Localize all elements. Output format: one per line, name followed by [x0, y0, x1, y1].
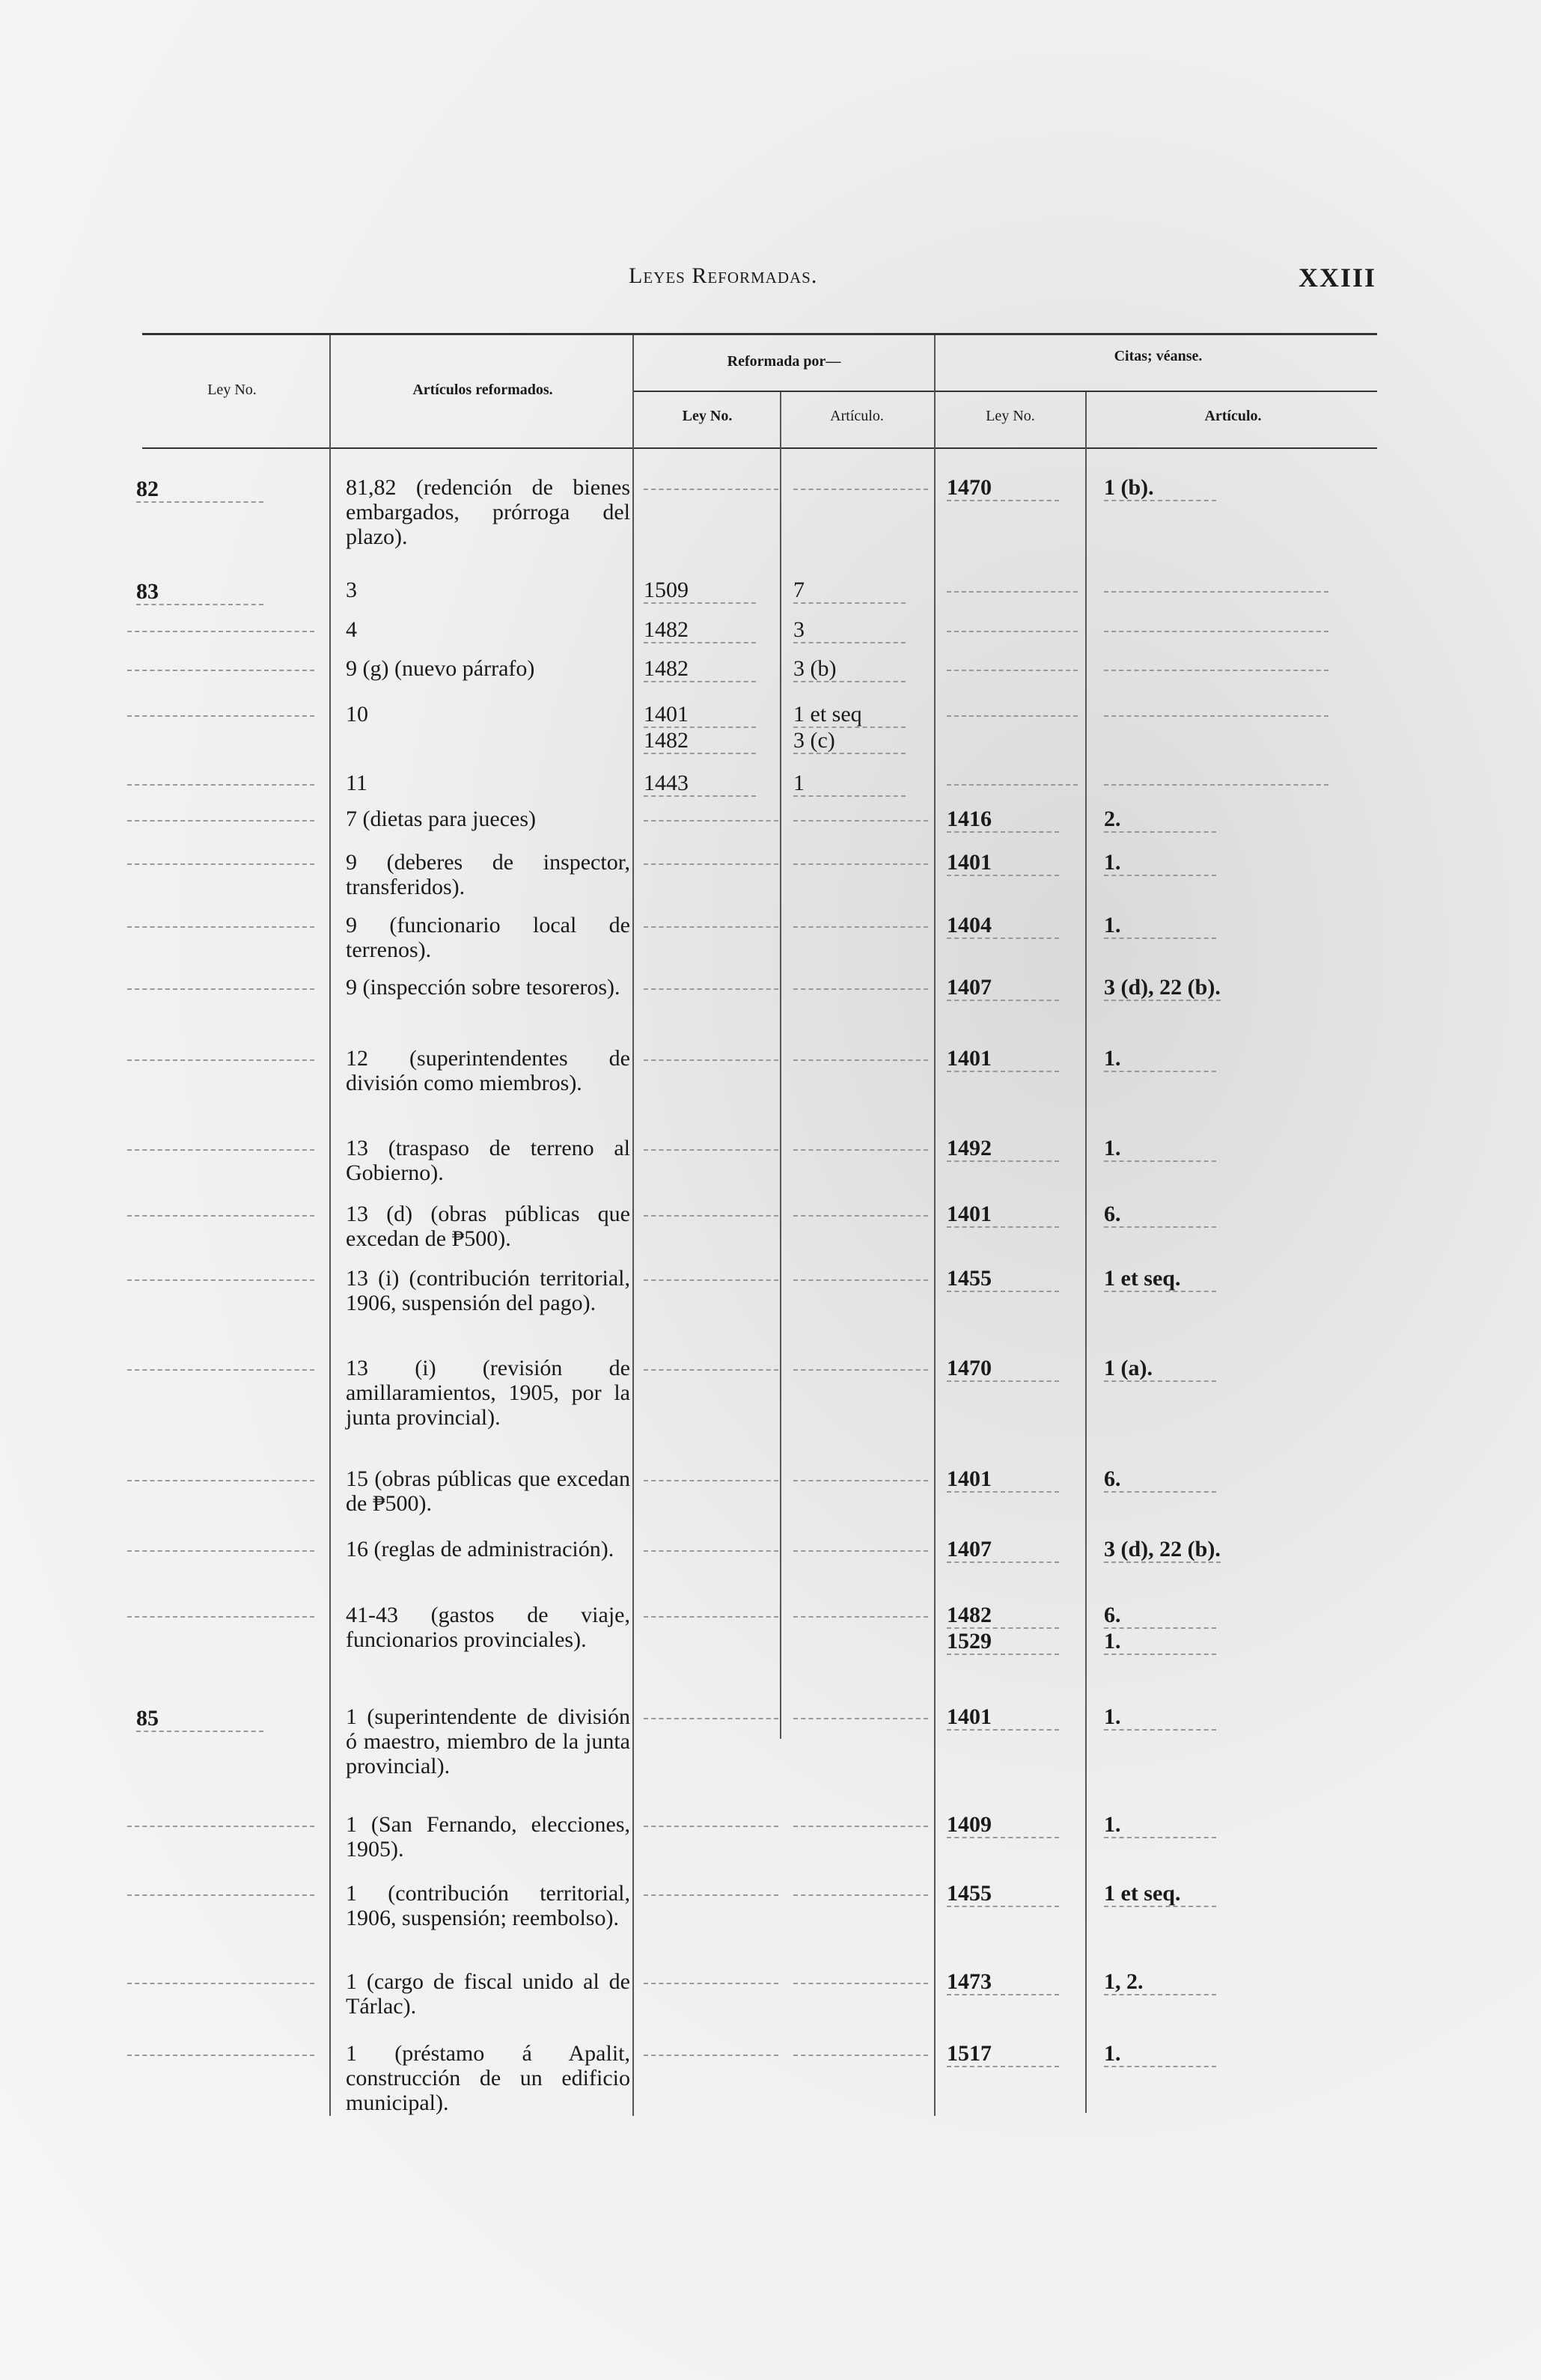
citas-ley-cell [947, 807, 1078, 833]
header-ley-no: Ley No. [207, 382, 257, 398]
col-divider-3 [780, 392, 781, 1739]
articulos-cell-line: 1 (cargo de fiscal unido al de Tárlac). [346, 1969, 630, 2019]
reformada-articulo-cell-empty-leader [793, 1356, 928, 1371]
citas-articulo-cell [1104, 656, 1328, 671]
citas-ley-cell [947, 2041, 1078, 2067]
ley-number-cell-empty-leader [127, 807, 314, 822]
reformada-ley-cell [644, 656, 778, 682]
reformada-ley-cell [644, 1046, 778, 1061]
articulos-cell-line: 4 [346, 617, 357, 642]
reformada-articulo-cell [793, 1046, 928, 1061]
ley-number-cell [127, 578, 314, 605]
citas-ley-cell [947, 1603, 1078, 1655]
running-title: Leyes Reformadas. [629, 263, 818, 288]
ley-number-cell-empty-leader [127, 913, 314, 928]
ley-number-cell-empty-leader [127, 1603, 314, 1618]
reformada-articulo-cell [793, 1466, 928, 1481]
reformada-articulo-cell-line: 3 (b) [793, 656, 906, 682]
articulos-cell [346, 771, 630, 795]
reformada-ley-cell [644, 578, 778, 604]
reformada-ley-cell-line: 1482 [644, 617, 756, 643]
citas-ley-cell-line: 1473 [947, 1969, 1059, 1995]
reformada-articulo-cell-empty-leader [793, 1046, 928, 1061]
articulos-cell [346, 1881, 630, 1930]
subheader-ley-no-citas: Ley No. [986, 408, 1035, 424]
ley-number-cell-empty-leader [127, 1537, 314, 1552]
citas-articulo-cell [1104, 1812, 1328, 1838]
ley-number-cell-empty-leader [127, 2041, 314, 2056]
articulos-cell [346, 1046, 630, 1095]
col-divider-4 [934, 335, 936, 2116]
citas-articulo-cell [1104, 702, 1328, 717]
reformada-articulo-cell-empty-leader [793, 1969, 928, 1984]
articulos-cell [346, 1356, 630, 1430]
citas-articulo-cell [1104, 1603, 1328, 1655]
articulos-cell-line: 9 (funcionario local de terrenos). [346, 913, 630, 962]
citas-articulo-cell [1104, 2041, 1328, 2067]
reformada-ley-cell-empty-leader [644, 1356, 778, 1371]
reformada-articulo-cell-line: 1 et seq [793, 702, 906, 728]
citas-ley-cell-line: 1517 [947, 2041, 1059, 2067]
reformada-ley-cell-line: 1509 [644, 578, 756, 604]
reformada-articulo-cell-empty-leader [793, 1266, 928, 1281]
citas-ley-cell [947, 702, 1078, 717]
citas-ley-cell-line: 1416 [947, 807, 1059, 833]
citas-articulo-cell-line: 6. [1104, 1202, 1216, 1228]
articulos-cell-line: 41-43 (gastos de viaje, funcionarios provinciales). [346, 1603, 630, 1652]
ley-number-cell-empty-leader [127, 1136, 314, 1151]
reformada-ley-cell [644, 771, 778, 797]
reformada-articulo-cell-empty-leader [793, 1881, 928, 1896]
citas-articulo-cell [1104, 475, 1328, 501]
reformada-ley-cell [644, 1266, 778, 1281]
ley-number-cell [127, 656, 314, 671]
articulos-cell [346, 913, 630, 962]
col-divider-2 [632, 335, 634, 2116]
reformada-ley-cell-empty-leader [644, 913, 778, 928]
citas-ley-cell-line: 1455 [947, 1881, 1059, 1907]
citas-articulo-cell-line: 3 (d), 22 (b). [1104, 975, 1221, 1000]
citas-articulo-cell-line: 6. [1104, 1603, 1216, 1629]
articulos-cell-line: 9 (inspección sobre tesoreros). [346, 975, 620, 1000]
articulos-cell-line: 1 (contribución territorial, 1906, suspensión; reembolso). [346, 1881, 630, 1930]
citas-ley-cell-empty-leader [947, 702, 1078, 717]
top-rule [142, 333, 1377, 335]
reformada-articulo-cell-empty-leader [793, 2041, 928, 2056]
reformada-articulo-cell [793, 975, 928, 990]
reformada-articulo-cell [793, 1202, 928, 1217]
reformada-ley-cell [644, 475, 778, 490]
ley-number-cell-empty-leader [127, 1969, 314, 1984]
articulos-cell-line: 10 [346, 702, 368, 726]
citas-ley-cell-line: 1492 [947, 1136, 1059, 1162]
citas-articulo-cell-line: 1. [1104, 1629, 1216, 1655]
articulos-cell [346, 1266, 630, 1315]
reformada-articulo-cell [793, 617, 928, 643]
ley-number-cell-empty-leader [127, 656, 314, 671]
citas-articulo-cell-empty-leader [1104, 578, 1328, 593]
ley-number-cell [127, 1812, 314, 1827]
ley-number-cell [127, 1704, 314, 1732]
page-number: XXIII [1299, 263, 1377, 293]
ley-number-cell [127, 1603, 314, 1618]
reformada-articulo-cell-line: 1 [793, 771, 906, 797]
citas-ley-cell-line: 1401 [947, 1466, 1059, 1493]
col-divider-5 [1085, 392, 1087, 2113]
citas-ley-cell-line: 1401 [947, 1046, 1059, 1072]
ley-number-cell [127, 475, 314, 503]
ley-number-cell [127, 1881, 314, 1896]
subheader-rule [632, 391, 1377, 392]
citas-articulo-cell [1104, 1356, 1328, 1382]
reformada-ley-cell-empty-leader [644, 1881, 778, 1896]
citas-ley-cell [947, 1812, 1078, 1838]
citas-ley-cell [947, 1537, 1078, 1563]
reformada-articulo-cell [793, 913, 928, 928]
citas-articulo-cell-line: 3 (d), 22 (b). [1104, 1537, 1221, 1561]
articulos-cell [346, 2041, 630, 2115]
citas-ley-cell [947, 913, 1078, 939]
citas-ley-cell-line: 1401 [947, 850, 1059, 876]
ley-number-cell [127, 1202, 314, 1217]
header-bottom-rule [142, 447, 1377, 449]
citas-articulo-cell [1104, 850, 1328, 876]
ley-number-cell-line: 82 [136, 477, 263, 503]
reformada-ley-cell [644, 1704, 778, 1719]
reformada-articulo-cell-empty-leader [793, 1704, 928, 1719]
ley-number-cell [127, 1537, 314, 1552]
citas-articulo-cell [1104, 1046, 1328, 1072]
ley-number-cell-line: 83 [136, 579, 263, 605]
articulos-cell [346, 1466, 630, 1516]
reformada-articulo-cell [793, 656, 928, 682]
citas-articulo-cell [1104, 1537, 1328, 1563]
reformada-articulo-cell-empty-leader [793, 1202, 928, 1217]
reformada-ley-cell [644, 702, 778, 754]
articulos-cell-line: 13 (d) (obras públicas que excedan de ₱500). [346, 1202, 630, 1251]
articulos-cell [346, 475, 630, 549]
reformada-articulo-cell [793, 771, 928, 797]
citas-ley-cell-line: 1529 [947, 1629, 1059, 1655]
citas-articulo-cell-line: 1. [1104, 1136, 1216, 1162]
articulos-cell-line: 11 [346, 771, 367, 795]
reformada-ley-cell-line: 1482 [644, 656, 756, 682]
citas-articulo-cell [1104, 771, 1328, 786]
reformada-ley-cell [644, 1466, 778, 1481]
articulos-cell [346, 1202, 630, 1251]
citas-ley-cell-line: 1482 [947, 1603, 1059, 1629]
reformada-ley-cell [644, 1537, 778, 1552]
citas-ley-cell-line: 1404 [947, 913, 1059, 939]
citas-ley-cell [947, 1136, 1078, 1162]
citas-ley-cell [947, 656, 1078, 671]
reformada-articulo-cell-line: 7 [793, 578, 906, 604]
reformada-ley-cell-empty-leader [644, 1704, 778, 1719]
ley-number-cell-empty-leader [127, 1266, 314, 1281]
reformada-ley-cell-line: 1482 [644, 728, 756, 754]
reformada-ley-cell-empty-leader [644, 850, 778, 865]
citas-articulo-cell [1104, 807, 1328, 833]
reformada-articulo-cell [793, 1136, 928, 1151]
reformada-ley-cell [644, 1356, 778, 1371]
citas-ley-cell-line: 1455 [947, 1266, 1059, 1292]
citas-ley-cell [947, 475, 1078, 501]
citas-ley-cell [947, 771, 1078, 786]
citas-ley-cell [947, 1969, 1078, 1995]
citas-ley-cell [947, 578, 1078, 593]
col-divider-1 [329, 335, 331, 2116]
reformada-ley-cell-empty-leader [644, 975, 778, 990]
ley-number-cell-empty-leader [127, 850, 314, 865]
citas-ley-cell-empty-leader [947, 617, 1078, 632]
articulos-cell [346, 702, 630, 726]
reformada-articulo-cell [793, 702, 928, 754]
ley-number-cell [127, 1266, 314, 1281]
reformada-articulo-cell [793, 1356, 928, 1371]
citas-ley-cell-line: 1409 [947, 1812, 1059, 1838]
citas-articulo-cell [1104, 1266, 1328, 1292]
ley-number-cell [127, 771, 314, 786]
reformada-ley-cell [644, 1881, 778, 1896]
articulos-cell-line: 1 (San Fernando, elecciones, 1905). [346, 1812, 630, 1862]
citas-articulo-cell-line: 1 (a). [1104, 1356, 1216, 1382]
citas-ley-cell-line: 1470 [947, 475, 1059, 501]
ley-number-cell-empty-leader [127, 1881, 314, 1896]
ley-number-cell-empty-leader [127, 702, 314, 717]
citas-articulo-cell [1104, 1881, 1328, 1907]
citas-ley-cell-line: 1407 [947, 1537, 1059, 1563]
reformada-ley-cell [644, 913, 778, 928]
articulos-cell [346, 1969, 630, 2019]
articulos-cell [346, 1603, 630, 1652]
ley-number-cell-line: 85 [136, 1706, 263, 1732]
citas-articulo-cell [1104, 1969, 1328, 1995]
citas-ley-cell [947, 975, 1078, 1001]
reformada-articulo-cell-empty-leader [793, 1537, 928, 1552]
citas-articulo-cell-empty-leader [1104, 656, 1328, 671]
articulos-cell [346, 1136, 630, 1185]
reformada-ley-cell-empty-leader [644, 1136, 778, 1151]
articulos-cell-line: 81,82 (redención de bienes embargados, prórroga del plazo). [346, 475, 630, 549]
citas-ley-cell [947, 1881, 1078, 1907]
articulos-cell-line: 9 (g) (nuevo párrafo) [346, 656, 535, 681]
articulos-cell-line: 1 (préstamo á Apalit, construcción de un edificio municipal). [346, 2041, 630, 2115]
articulos-cell-line: 12 (superintendentes de división como miembros). [346, 1046, 630, 1095]
reformada-ley-cell-empty-leader [644, 1969, 778, 1984]
ley-number-cell [127, 807, 314, 822]
ley-number-cell [127, 1136, 314, 1151]
articulos-cell [346, 1537, 630, 1561]
citas-articulo-cell-line: 1. [1104, 1812, 1216, 1838]
reformada-ley-cell [644, 1812, 778, 1827]
reformada-ley-cell [644, 617, 778, 643]
reformada-ley-cell-empty-leader [644, 1046, 778, 1061]
ley-number-cell-empty-leader [127, 1202, 314, 1217]
reformada-articulo-cell-empty-leader [793, 913, 928, 928]
articulos-cell [346, 656, 630, 681]
citas-articulo-cell [1104, 1202, 1328, 1228]
header-articulos: Artículos reformados. [412, 382, 553, 398]
citas-articulo-cell-line: 1, 2. [1104, 1969, 1216, 1995]
ley-number-cell-empty-leader [127, 1356, 314, 1371]
citas-ley-cell [947, 1266, 1078, 1292]
citas-articulo-cell-empty-leader [1104, 617, 1328, 632]
citas-articulo-cell-line: 1 (b). [1104, 475, 1216, 501]
reformada-articulo-cell-empty-leader [793, 1136, 928, 1151]
reformada-articulo-cell-line: 3 [793, 617, 906, 643]
articulos-cell [346, 807, 630, 831]
reformada-ley-cell-empty-leader [644, 1603, 778, 1618]
reformada-ley-cell [644, 1202, 778, 1217]
citas-articulo-cell-line: 1 et seq. [1104, 1881, 1216, 1907]
reformada-ley-cell-empty-leader [644, 1202, 778, 1217]
articulos-cell-line: 1 (superintendente de división ó maestro, miembro de la junta provincial). [346, 1704, 630, 1778]
reformada-articulo-cell [793, 475, 928, 490]
reformada-ley-cell-empty-leader [644, 807, 778, 822]
citas-ley-cell-line: 1401 [947, 1704, 1059, 1731]
reformada-ley-cell [644, 1969, 778, 1984]
citas-articulo-cell [1104, 1704, 1328, 1731]
reformada-ley-cell-line: 1401 [644, 702, 756, 728]
citas-articulo-cell-line: 1. [1104, 1704, 1216, 1731]
citas-ley-cell [947, 850, 1078, 876]
reformada-articulo-cell-empty-leader [793, 975, 928, 990]
citas-articulo-cell-line: 1. [1104, 913, 1216, 939]
articulos-cell [346, 617, 630, 642]
ley-number-cell-empty-leader [127, 1812, 314, 1827]
ley-number-cell [127, 1356, 314, 1371]
ley-number-cell-empty-leader [127, 1046, 314, 1061]
reformada-articulo-cell-empty-leader [793, 807, 928, 822]
ley-number-cell-empty-leader [127, 617, 314, 632]
reformada-ley-cell-empty-leader [644, 475, 778, 490]
ley-number-cell-empty-leader [127, 771, 314, 786]
citas-ley-cell-empty-leader [947, 656, 1078, 671]
articulos-cell-line: 7 (dietas para jueces) [346, 807, 537, 831]
citas-ley-cell [947, 1704, 1078, 1731]
header-reformada-por: Reformada por— [727, 353, 841, 370]
reformada-articulo-cell [793, 1969, 928, 1984]
articulos-cell-line: 13 (traspaso de terreno al Gobierno). [346, 1136, 630, 1185]
ley-number-cell [127, 617, 314, 632]
citas-articulo-cell [1104, 617, 1328, 632]
citas-ley-cell [947, 617, 1078, 632]
articulos-cell [346, 1812, 630, 1862]
citas-ley-cell [947, 1202, 1078, 1228]
reformada-articulo-cell [793, 578, 928, 604]
reformada-articulo-cell [793, 1537, 928, 1552]
articulos-cell [346, 850, 630, 899]
reformada-articulo-cell [793, 850, 928, 865]
citas-articulo-cell [1104, 1466, 1328, 1493]
reformada-ley-cell [644, 1603, 778, 1618]
reformada-ley-cell [644, 975, 778, 990]
reformada-articulo-cell [793, 1881, 928, 1896]
ley-number-cell [127, 1466, 314, 1481]
reformada-articulo-cell-empty-leader [793, 1812, 928, 1827]
articulos-cell-line: 13 (i) (revisión de amillaramientos, 1905, por la junta provincial). [346, 1356, 630, 1430]
citas-ley-cell-empty-leader [947, 771, 1078, 786]
reformada-articulo-cell [793, 1603, 928, 1618]
citas-articulo-cell-line: 2. [1104, 807, 1216, 833]
reformada-articulo-cell-empty-leader [793, 1603, 928, 1618]
reformada-articulo-cell-empty-leader [793, 850, 928, 865]
citas-articulo-cell [1104, 975, 1328, 1001]
reformada-articulo-cell [793, 1812, 928, 1827]
reformada-ley-cell [644, 2041, 778, 2056]
citas-articulo-cell [1104, 1136, 1328, 1162]
citas-ley-cell [947, 1466, 1078, 1493]
header-citas: Citas; véanse. [1114, 348, 1203, 364]
articulos-cell-line: 13 (i) (contribución territorial, 1906, suspensión del pago). [346, 1266, 630, 1315]
ley-number-cell [127, 913, 314, 928]
citas-ley-cell [947, 1046, 1078, 1072]
reformada-ley-cell-empty-leader [644, 1266, 778, 1281]
ley-number-cell-empty-leader [127, 1466, 314, 1481]
citas-ley-cell-line: 1407 [947, 975, 1059, 1001]
reformada-articulo-cell [793, 1704, 928, 1719]
reformada-ley-cell-empty-leader [644, 1812, 778, 1827]
articulos-cell [346, 1704, 630, 1778]
reformada-articulo-cell-empty-leader [793, 475, 928, 490]
citas-ley-cell-line: 1401 [947, 1202, 1059, 1228]
reformada-ley-cell-empty-leader [644, 1466, 778, 1481]
articulos-cell-line: 16 (reglas de administración). [346, 1537, 614, 1561]
citas-articulo-cell-empty-leader [1104, 702, 1328, 717]
citas-articulo-cell-line: 1. [1104, 1046, 1216, 1072]
ley-number-cell [127, 702, 314, 717]
reformada-ley-cell [644, 807, 778, 822]
ley-number-cell [127, 975, 314, 990]
citas-articulo-cell-line: 1 et seq. [1104, 1266, 1216, 1292]
articulos-cell [346, 578, 630, 602]
ley-number-cell-empty-leader [127, 975, 314, 990]
ley-number-cell [127, 1046, 314, 1061]
citas-articulo-cell [1104, 913, 1328, 939]
citas-ley-cell-empty-leader [947, 578, 1078, 593]
reformada-articulo-cell-line: 3 (c) [793, 728, 906, 754]
subheader-ley-no: Ley No. [682, 408, 733, 424]
citas-articulo-cell-line: 6. [1104, 1466, 1216, 1493]
ley-number-cell [127, 2041, 314, 2056]
reformada-ley-cell-line: 1443 [644, 771, 756, 797]
reformada-ley-cell-empty-leader [644, 2041, 778, 2056]
reformada-articulo-cell [793, 1266, 928, 1281]
ley-number-cell [127, 850, 314, 865]
reformada-ley-cell [644, 1136, 778, 1151]
citas-ley-cell-line: 1470 [947, 1356, 1059, 1382]
articulos-cell-line: 15 (obras públicas que excedan de ₱500). [346, 1466, 630, 1516]
articulos-cell [346, 975, 630, 1000]
citas-articulo-cell [1104, 578, 1328, 593]
reformada-articulo-cell-empty-leader [793, 1466, 928, 1481]
reformada-ley-cell-empty-leader [644, 1537, 778, 1552]
subheader-articulo-citas: Artículo. [1204, 408, 1262, 424]
citas-ley-cell [947, 1356, 1078, 1382]
subheader-articulo: Artículo. [830, 408, 884, 424]
citas-articulo-cell-line: 1. [1104, 2041, 1216, 2067]
citas-articulo-cell-line: 1. [1104, 850, 1216, 876]
reformada-articulo-cell [793, 2041, 928, 2056]
articulos-cell-line: 3 [346, 578, 357, 602]
reformada-ley-cell [644, 850, 778, 865]
ley-number-cell [127, 1969, 314, 1984]
articulos-cell-line: 9 (deberes de inspector, transferidos). [346, 850, 630, 899]
citas-articulo-cell-empty-leader [1104, 771, 1328, 786]
reformada-articulo-cell [793, 807, 928, 822]
